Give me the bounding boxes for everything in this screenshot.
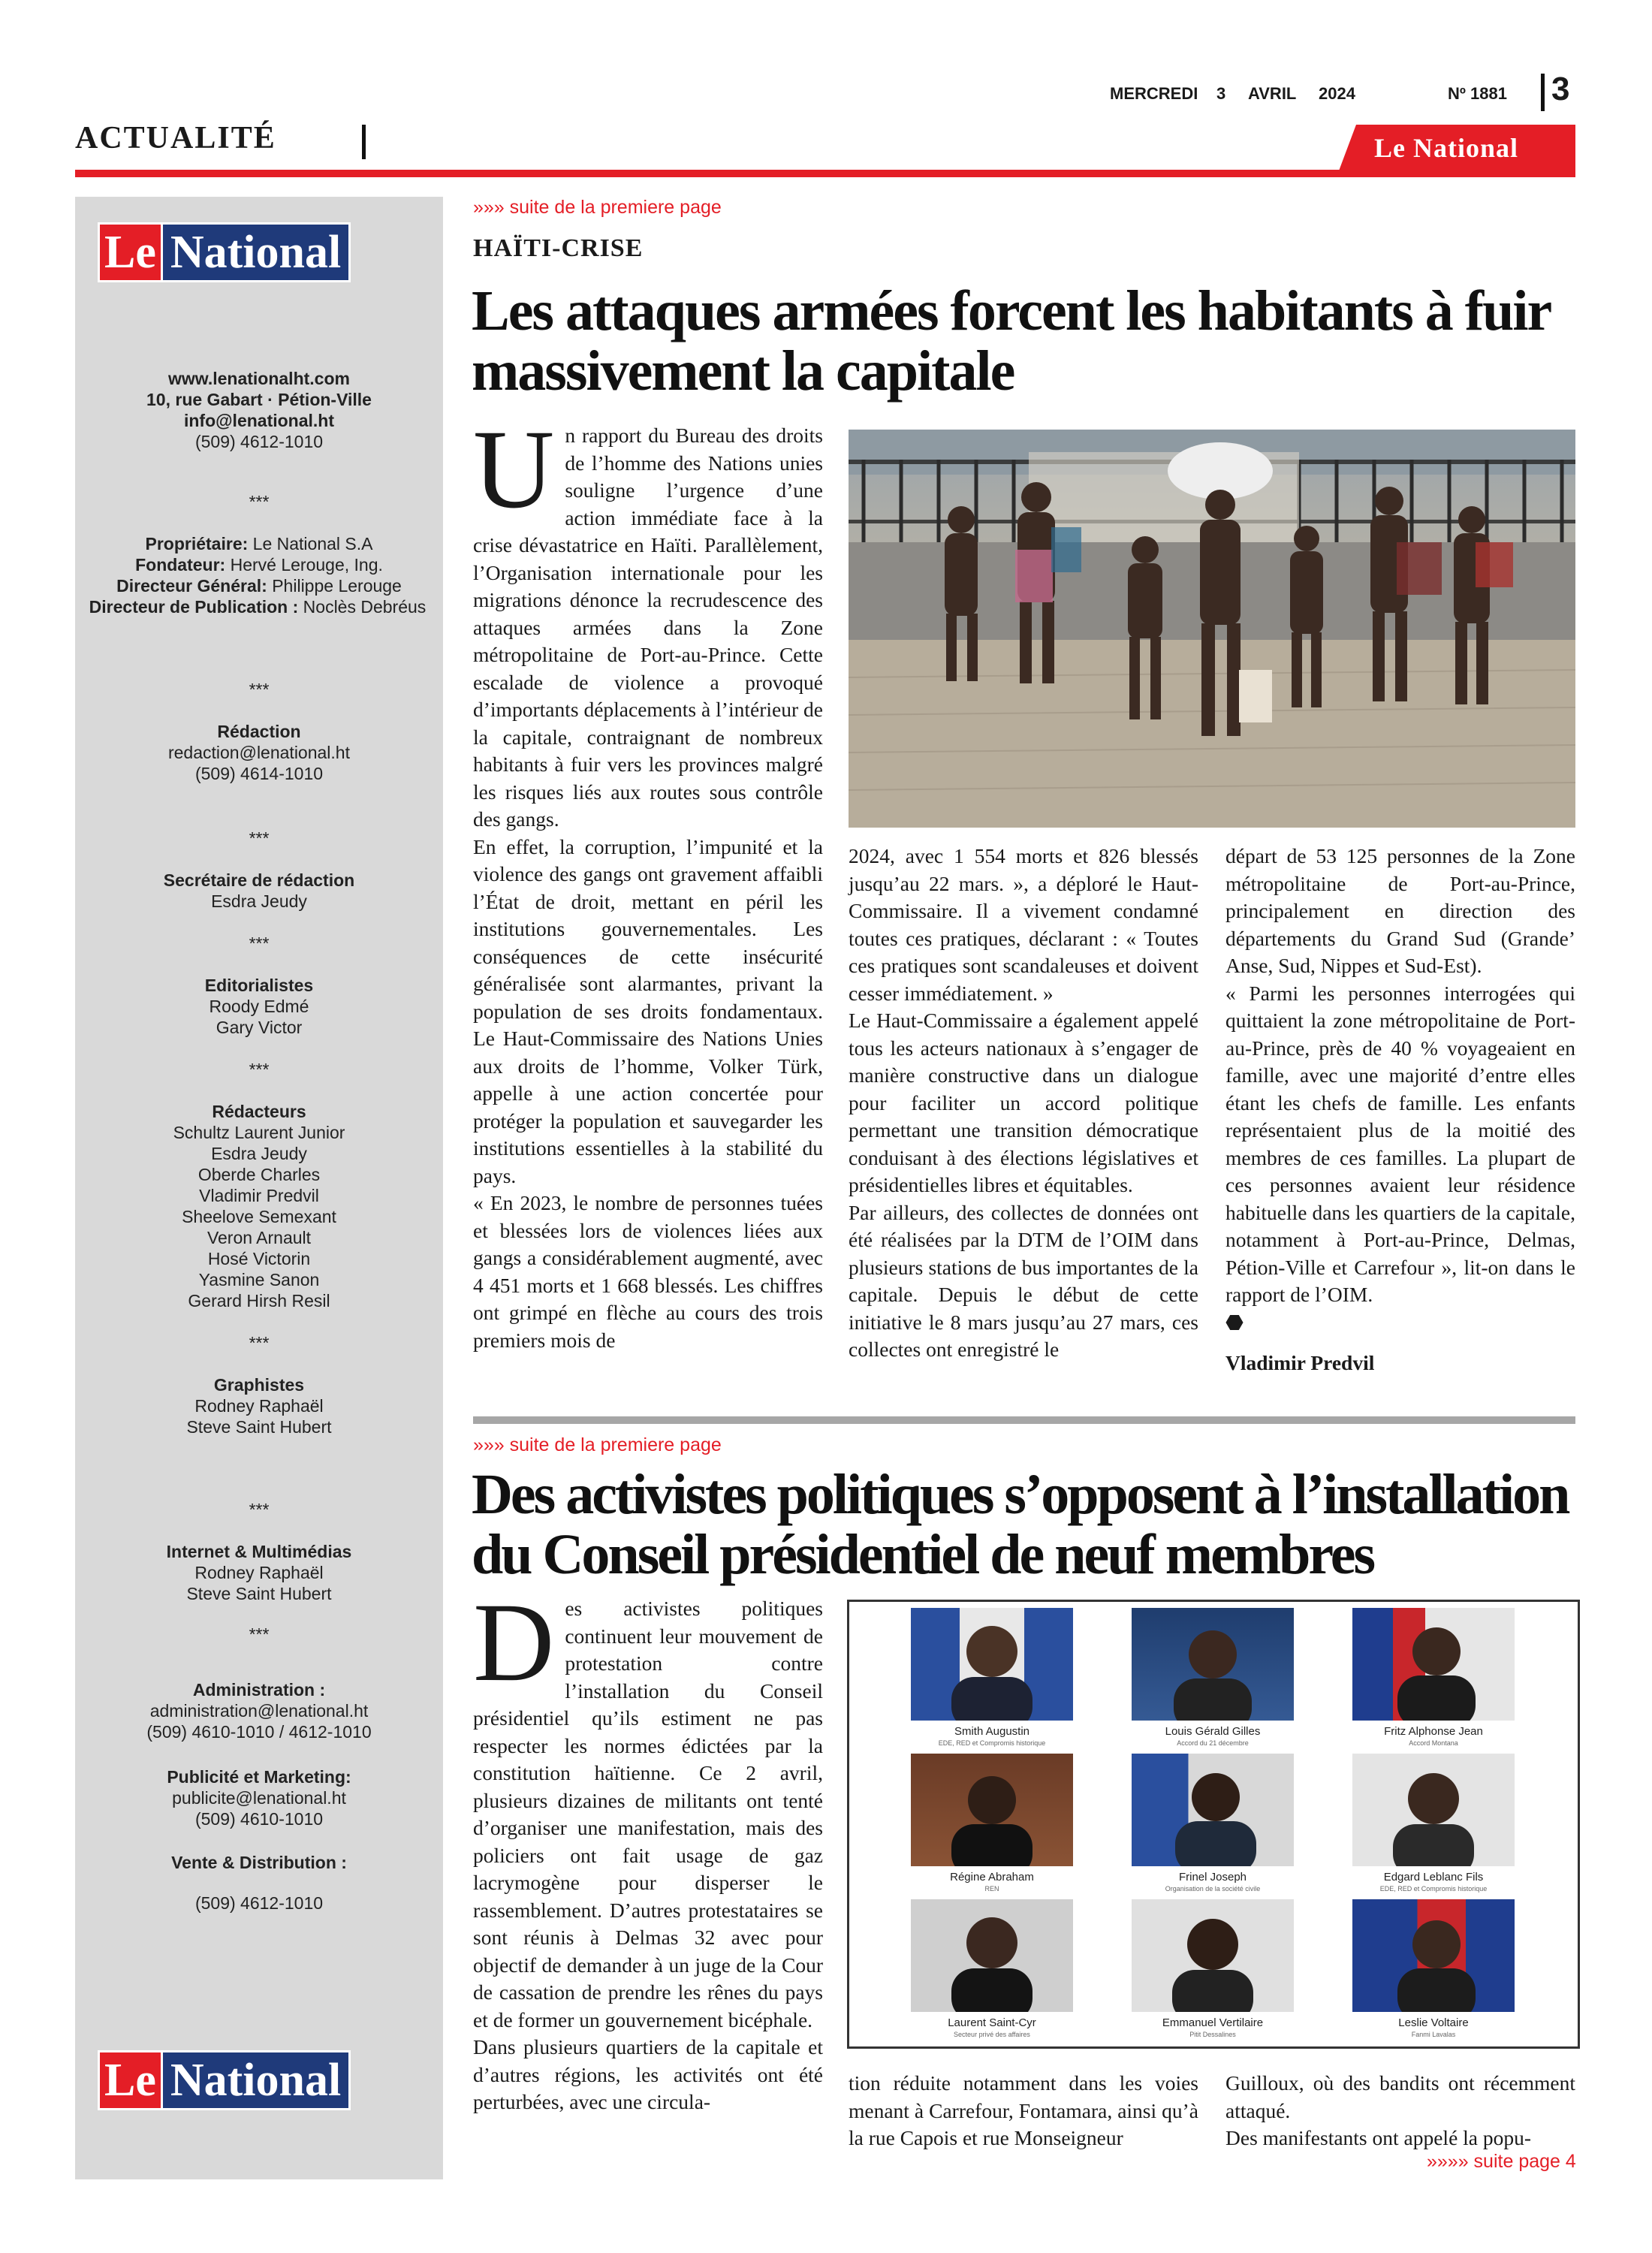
article1-rubric: HAÏTI-CRISE	[473, 234, 644, 262]
redaction-phone: (509) 4614-1010	[194, 764, 324, 783]
redaction-email[interactable]: redaction@lenational.ht	[167, 743, 350, 762]
owner-label: Propriétaire:	[145, 534, 249, 553]
logo-national: National	[163, 2050, 351, 2110]
article2-paragraph: Dans plusieurs quartiers de la capitale et d’autres régions, les activités ont été perturbées, avec une circula-	[473, 2035, 823, 2113]
editorialists-block	[75, 975, 443, 1038]
article2-paragraph: es activistes politiques continuent leur mouvement de protestation contre l’installation du Conseil présidentiel qu’ils estiment ne pas respecter les normes édictées par la constitution haïtienne. Ce 2 avril, plusieurs dizaines de militants ont tenté d’organiser une manifestation, mais des policiers ont fait usage de gaz lacrymogène pour disperser le rassemblement. D’autres protestataires se sont réunis à Delmas 32 avec pour objectif de demander à un juge de la Cour de cassation de prendre les rênes du pays et de former un gouvernement bicéphale.	[473, 1597, 823, 2031]
portrait-photo	[1132, 1754, 1294, 1866]
pub-label: Publicité et Marketing:	[167, 1767, 351, 1787]
article1-paragraph: « En 2023, le nombre de personnes tuées et blessées lors de violences liées aux gangs a considérablement augmenté, avec 4 451 morts et 1 668 blessés. Les chiffres ont grimpé en flèche au cours des trois premiers mois de	[473, 1191, 823, 1352]
member-name: Leslie Voltaire	[1398, 2016, 1469, 2029]
article2-headline-line1: Des activistes politiques s’opposent à l’installation	[472, 1463, 1569, 1526]
founder-label: Fondateur:	[135, 555, 226, 575]
member-affiliation: REN	[984, 1885, 999, 1893]
pub-phone: (509) 4610-1010	[194, 1809, 324, 1829]
member-name: Régine Abraham	[950, 1871, 1034, 1884]
internet-member: Steve Saint Hubert	[186, 1584, 332, 1603]
member-name: Fritz Alphonse Jean	[1384, 1725, 1483, 1738]
writer: Schultz Laurent Junior	[173, 1123, 345, 1142]
writer: Yasmine Sanon	[198, 1270, 320, 1289]
article2-column1	[473, 1580, 823, 2116]
photo-illustration	[849, 430, 1575, 828]
portrait-photo	[911, 1754, 1073, 1866]
secretary-label: Secrétaire de rédaction	[163, 870, 355, 890]
internet-member: Rodney Raphaël	[194, 1563, 324, 1582]
redaction-label: Rédaction	[217, 722, 301, 741]
council-member	[909, 1899, 1075, 2038]
date-year: 2024	[1319, 84, 1355, 103]
admin-label: Administration :	[192, 1680, 326, 1700]
council-member	[1351, 1608, 1516, 1747]
article2-paragraph: tion réduite notamment dans les voies menant à Carrefour, Fontamara, ainsi qu’à la rue Capois et rue Monseigneur	[849, 2071, 1198, 2149]
article2-headline-line2: du Conseil présidentiel de neuf membres	[472, 1523, 1374, 1586]
internet-label: Internet & Multimédias	[166, 1542, 352, 1561]
writer: Gerard Hirsh Resil	[188, 1291, 330, 1310]
writers-label: Rédacteurs	[212, 1102, 306, 1121]
member-name: Frinel Joseph	[1178, 1871, 1247, 1884]
admin-email[interactable]: administration@lenational.ht	[149, 1701, 369, 1721]
article1-paragraph: départ de 53 125 personnes de la Zone métropolitaine de Port-au-Prince, principalement en direction des départements du Grand Sud (Grande’ Anse, Sud, Nippes et Sud-Est).	[1225, 844, 1575, 977]
member-affiliation: Secteur privé des affaires	[954, 2031, 1030, 2038]
member-name: Edgard Leblanc Fils	[1383, 1871, 1484, 1884]
fleeing-residents-photo	[849, 430, 1575, 828]
newspaper-logo-bottom	[98, 2050, 351, 2110]
writer: Oberde Charles	[197, 1165, 321, 1184]
article1-dropcap: U	[473, 407, 555, 532]
article-separator	[473, 1416, 1575, 1424]
member-affiliation: EDE, RED et Compromis historique	[938, 1739, 1046, 1747]
article1-column2	[849, 843, 1198, 1364]
portrait-photo	[1352, 1608, 1515, 1721]
editorialists-label: Editorialistes	[204, 976, 314, 995]
writer: Esdra Jeudy	[211, 1144, 307, 1163]
redaction-block	[75, 721, 443, 784]
separator: ***	[249, 492, 270, 511]
article2-column3	[1225, 2070, 1575, 2152]
logo-le: Le	[98, 222, 163, 282]
writer: Veron Arnault	[206, 1228, 312, 1247]
continued-on-page-link[interactable]: »»»» suite page 4	[1427, 2151, 1576, 2172]
article1-headline	[472, 281, 1583, 401]
website-link[interactable]: www.lenationalht.com	[168, 369, 350, 388]
info-email[interactable]: info@lenational.ht	[183, 411, 335, 430]
secretary-block	[75, 870, 443, 912]
council-member	[1130, 1608, 1295, 1747]
date-day: 3	[1216, 84, 1226, 103]
separator: ***	[249, 1333, 270, 1353]
article2-column2	[849, 2070, 1198, 2152]
article1-paragraph: En effet, la corruption, l’impunité et la violence des gangs ont gravement affaibli l’État de droit, mettant en péril les institutions gouvernementales. Les conséquences de cette insécurité généralisée sont alarmantes, privant la population de ses droits fondamentaux. Le Haut-Commissaire des Nations Unies aux droits de l’homme, Volker Türk, appelle à une action concertée pour protéger la population et sauvegarder les institutions essentielles à la stabilité du pays.	[473, 834, 823, 1187]
writer: Hosé Victorin	[207, 1249, 311, 1268]
main-phone: (509) 4612-1010	[194, 432, 324, 451]
newspaper-logo	[98, 222, 351, 282]
council-member	[1130, 1899, 1295, 2038]
sales-label: Vente & Distribution :	[171, 1853, 347, 1872]
presidential-council-grid	[847, 1600, 1580, 2049]
date-month: AVRIL	[1248, 84, 1297, 103]
page-number: 3	[1551, 71, 1570, 107]
separator: ***	[249, 933, 270, 953]
editorialist: Roody Edmé	[209, 997, 309, 1016]
pub-email[interactable]: publicite@lenational.ht	[172, 1788, 346, 1808]
member-name: Louis Gérald Gilles	[1165, 1725, 1261, 1738]
member-name: Laurent Saint-Cyr	[948, 2016, 1036, 2029]
portrait-photo	[1132, 1608, 1294, 1721]
member-affiliation: Fanmi Lavalas	[1411, 2031, 1456, 2038]
internet-block	[75, 1541, 443, 1604]
article1-paragraph: Le Haut-Commissaire a également appelé tous les acteurs nationaux à s’engager de manière constructive dans un dialogue pour faciliter un accord politique permettant une transition démocratique conduisant à des élections législatives et présidentielles libres et équitables.	[849, 1009, 1198, 1196]
sales-phone: (509) 4612-1010	[194, 1893, 324, 1913]
dg-label: Directeur Général:	[116, 576, 267, 596]
contact-block	[75, 368, 443, 452]
admin-phone: (509) 4610-1010 / 4612-1010	[146, 1722, 372, 1742]
member-affiliation: Organisation de la société civile	[1165, 1885, 1261, 1893]
masthead-sidebar	[75, 197, 443, 2179]
article1-paragraph: 2024, avec 1 554 morts et 826 blessés jusqu’au 22 mars. », a déploré le Haut-Commissaire. Il a vivement condamné toutes ces pratiques, déclarant : « Toutes ces pratiques sont scandaleuses et doivent cesser immédiatement. »	[849, 844, 1198, 1005]
owner: Le National S.A	[252, 534, 373, 553]
article1-author: Vladimir Predvil	[1225, 1351, 1375, 1374]
separator: ***	[249, 828, 270, 848]
member-affiliation: EDE, RED et Compromis historique	[1379, 1885, 1488, 1893]
writer: Sheelove Semexant	[182, 1207, 336, 1226]
article1-paragraph: Par ailleurs, des collectes de données ont été réalisées par la DTM de l’OIM dans plusieurs stations de bus importantes de la capitale. Depuis le début de cette initiative le 8 mars jusqu’au 27 mars, ces collectes ont enregistré le	[849, 1200, 1198, 1361]
graphist: Rodney Raphaël	[194, 1396, 324, 1416]
administration-block	[75, 1679, 443, 1742]
portrait-photo	[1352, 1899, 1515, 2012]
separator: ***	[249, 1060, 270, 1079]
section-divider	[362, 125, 366, 159]
writer: Vladimir Predvil	[199, 1186, 319, 1205]
portrait-photo	[1132, 1899, 1294, 2012]
separator: ***	[249, 1624, 270, 1644]
article1-headline-line1: Les attaques armées forcent les habitants à fuir	[472, 279, 1551, 342]
page-number-divider	[1541, 74, 1545, 111]
separator: ***	[249, 1500, 270, 1519]
portrait-photo	[1352, 1754, 1515, 1866]
member-name: Smith Augustin	[954, 1725, 1030, 1738]
editorialist: Gary Victor	[216, 1018, 303, 1037]
article1-kicker[interactable]: »»» suite de la premiere page	[473, 197, 722, 218]
article2-paragraph: Guilloux, où des bandits ont récemment attaqué.	[1225, 2071, 1575, 2122]
member-affiliation: Accord du 21 décembre	[1177, 1739, 1249, 1747]
member-affiliation: Accord Montana	[1409, 1739, 1458, 1747]
graphists-block	[75, 1374, 443, 1437]
separator: ***	[249, 680, 270, 699]
issue-number: Nº 1881	[1448, 84, 1507, 103]
article2-headline	[472, 1464, 1583, 1585]
council-member	[1351, 1754, 1516, 1893]
graphists-label: Graphistes	[213, 1375, 305, 1395]
article2-kicker[interactable]: »»» suite de la premiere page	[473, 1434, 722, 1455]
council-member	[909, 1754, 1075, 1893]
portrait-photo	[911, 1608, 1073, 1721]
logo-national: National	[163, 222, 351, 282]
member-affiliation: Pitit Dessalines	[1189, 2031, 1236, 2038]
article2-paragraph: Des manifestants ont appelé la popu-	[1225, 2126, 1532, 2149]
section-title: ACTUALITÉ	[75, 121, 276, 155]
sales-block	[75, 1852, 443, 1914]
article2-dropcap: D	[473, 1580, 555, 1705]
member-name: Emmanuel Vertilaire	[1162, 2016, 1264, 2029]
portrait-photo	[911, 1899, 1073, 2012]
date-weekday: MERCREDI	[1110, 84, 1198, 103]
council-member	[1130, 1754, 1295, 1893]
founder: Hervé Lerouge, Ing.	[230, 555, 383, 575]
article1-paragraph: « Parmi les personnes interrogées qui quittaient la zone métropolitaine de Port-au-Prince, près de 40 % voyageaient en famille, avec une majorité d’entre elles étant les chefs de famille. Les enfants représentaient plus de la moitié des membres de ces familles. La plupart de ces personnes avaient leur résidence habituelle dans les quartiers de la capitale, notamment à Port-au-Prince, Delmas, Pétion-Ville et Carrefour », lit-on dans le rapport de l’OIM.	[1225, 981, 1575, 1306]
header-rule	[75, 170, 1575, 177]
dp-label: Directeur de Publication :	[89, 597, 299, 617]
address: 10, rue Gabart · Pétion-Ville	[146, 390, 372, 409]
publicity-block	[75, 1766, 443, 1829]
article1-headline-line2: massivement la capitale	[472, 339, 1014, 403]
graphist: Steve Saint Hubert	[186, 1417, 332, 1437]
article1-column1	[473, 407, 823, 1354]
writers-block	[75, 1101, 443, 1311]
brand-tab-label: Le National	[1374, 133, 1519, 163]
secretary: Esdra Jeudy	[211, 891, 307, 911]
logo-le: Le	[98, 2050, 163, 2110]
article1-paragraph: n rapport du Bureau des droits de l’homme des Nations unies souligne l’urgence d’une action immédiate face à la crise dévastatrice en Haïti. Parallèlement, l’Organisation internationale pour les migrations dénonce la recrudescence des attaques armées dans la Zone métropolitaine de Port-au-Prince. Cette escalade de violence a provoqué d’importants déplacements à l’intérieur de la capitale, contraignant de nombreux habitants à fuir vers les provinces malgré les risques liés aux routes sous contrôle des gangs.	[473, 424, 823, 831]
council-member	[1351, 1899, 1516, 2038]
council-member	[909, 1608, 1075, 1747]
ownership-block	[75, 533, 443, 617]
dg: Philippe Lerouge	[272, 576, 402, 596]
end-of-article-icon: ⬣	[1225, 1310, 1244, 1334]
dp: Noclès Debréus	[303, 597, 427, 617]
article1-column3	[1225, 843, 1575, 1377]
